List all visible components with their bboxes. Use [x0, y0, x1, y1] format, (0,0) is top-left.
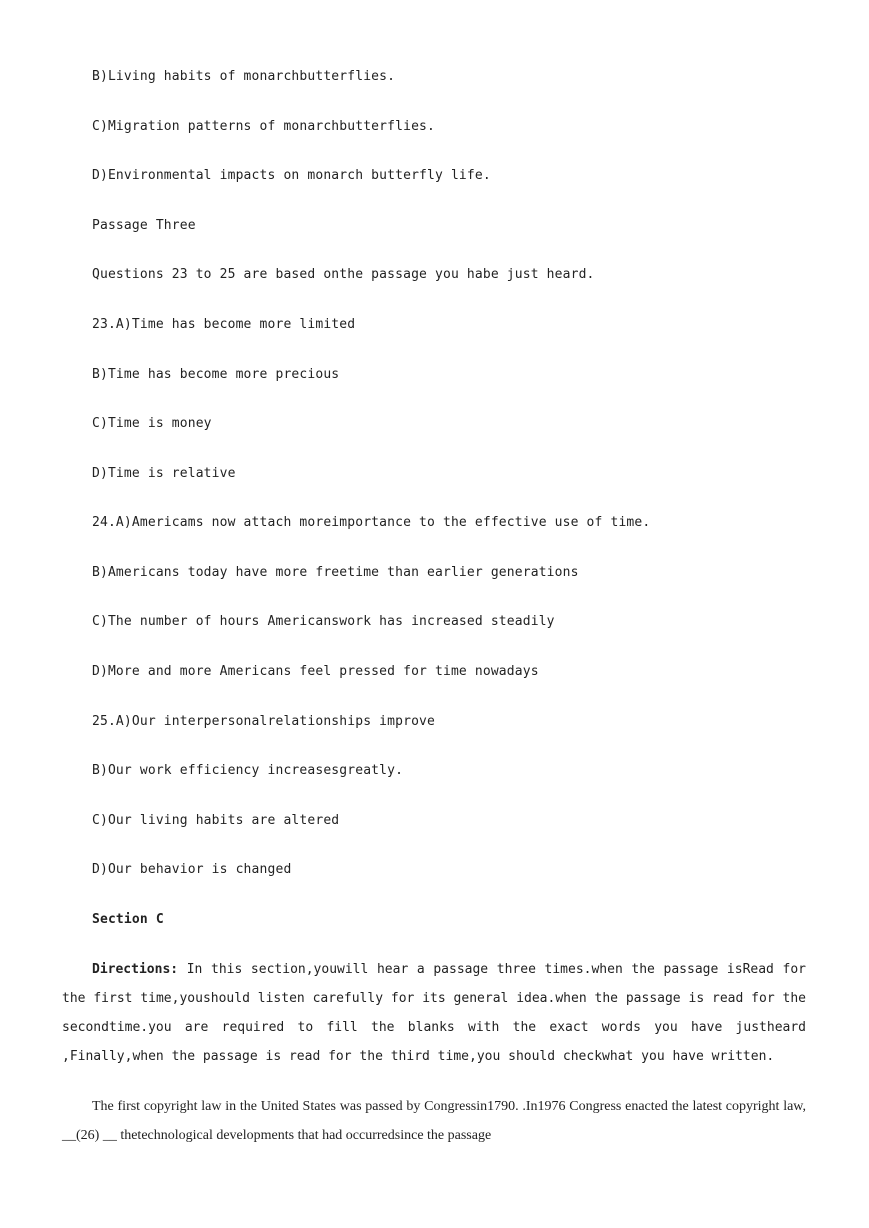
passage-paragraph: The first copyright law in the United States was passed by Congressin1790. .In1976 Congress enacted the latest copyright law, __(26) __ thetechnological developments that had occurredsince the passage: [62, 1099, 806, 1143]
directions-label: Directions:: [92, 962, 179, 977]
section-heading: Section C: [92, 912, 164, 927]
passage-heading: Passage Three: [92, 218, 196, 233]
directions-paragraph: [62, 955, 806, 1071]
option-a-q23: 23.A)Time has become more limited: [92, 317, 356, 332]
option-b-q25: B)Our work efficiency increasesgreatly.: [92, 763, 404, 778]
option-b-q23: B)Time has become more precious: [92, 367, 340, 382]
option-b-q22: B)Living habits of monarchbutterflies.: [92, 69, 396, 84]
questions-intro: Questions 23 to 25 are based onthe passage you habe just heard.: [92, 267, 595, 282]
option-c-q22: C)Migration patterns of monarchbutterflies.: [92, 119, 435, 134]
option-d-q22: D)Environmental impacts on monarch butterfly life.: [92, 168, 491, 183]
directions-text: In this section,youwill hear a passage three times.when the passage isRead for the first time,youshould listen carefully for its general idea.when the passage is read for the secondtime.you are required to fill the blanks with the exact words you have justheard ,Finally,when the passage is read for the third time,you should checkwhat you have written.: [62, 962, 806, 1064]
option-a-q25: 25.A)Our interpersonalrelationships improve: [92, 714, 435, 729]
option-d-q24: D)More and more Americans feel pressed for time nowadays: [92, 664, 539, 679]
option-d-q25: D)Our behavior is changed: [92, 862, 292, 877]
option-c-q24: C)The number of hours Americanswork has increased steadily: [92, 614, 555, 629]
option-d-q23: D)Time is relative: [92, 466, 236, 481]
option-c-q25: C)Our living habits are altered: [92, 813, 340, 828]
option-a-q24: 24.A)Americams now attach moreimportance to the effective use of time.: [92, 515, 651, 530]
option-c-q23: C)Time is money: [92, 416, 212, 431]
option-b-q24: B)Americans today have more freetime than earlier generations: [92, 565, 579, 580]
